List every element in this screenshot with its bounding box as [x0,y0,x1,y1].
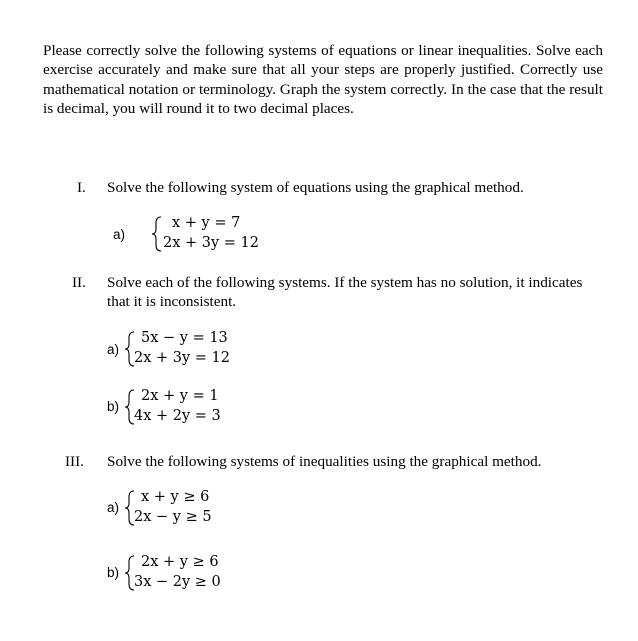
section-statement: Solve the following systems of inequalities using the graphical method. [107,453,542,470]
equation-line-2: 3x − 2y ≥ 0 [134,574,221,590]
section-numeral: II. [72,274,86,291]
system-label: a) [107,500,120,515]
system-label: b) [107,399,120,414]
equation-line-1: x + y ≥ 6 [141,489,210,505]
system-label: a) [107,342,120,357]
section-statement: Solve the following system of equations using the graphical method. [107,179,524,196]
equation-line-2: 2x − y ≥ 5 [134,509,212,525]
section-numeral: III. [65,453,84,470]
system-label: a) [113,227,126,242]
left-brace-icon [151,216,163,252]
section-statement: Solve each of the following systems. If the system has no solution, it indicates that it is inconsistent. [107,274,583,310]
equation-line-1: 5x − y = 13 [141,330,228,346]
section-numeral: I. [77,179,86,196]
system-label: b) [107,565,120,580]
equation-line-1: x + y = 7 [172,215,241,231]
equation-line-2: 2x + 3y = 12 [134,350,231,366]
equation-line-1: 2x + y ≥ 6 [141,554,219,570]
equation-line-2: 4x + 2y = 3 [134,408,221,424]
equation-line-2: 2x + 3y = 12 [163,235,260,251]
equation-line-1: 2x + y = 1 [141,388,219,404]
instructions-paragraph: Please correctly solve the following systems of equations or linear inequalities. Solve each exercise accurately and make sure that all your steps are properly justified. Correctly use mathematical notation or terminology. Graph the system correctly. In the case that the result is decimal, you will round it to two decimal places. [43,42,603,118]
